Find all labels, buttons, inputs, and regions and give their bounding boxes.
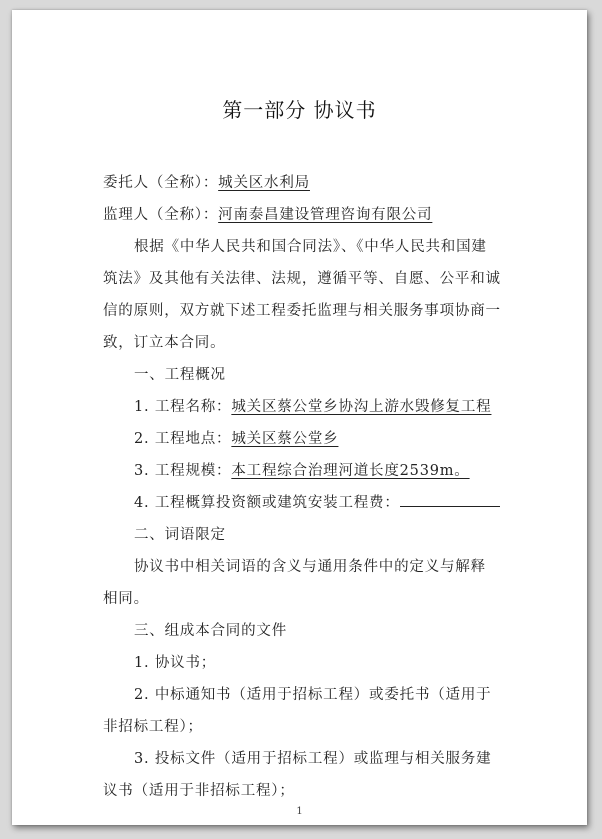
client-label: 委托人（全称）： (103, 175, 219, 191)
section3-heading: 三、组成本合同的文件 (134, 623, 287, 639)
project-cost-label: 4. 工程概算投资额或建筑安装工程费： (134, 495, 400, 511)
document-page (12, 10, 587, 825)
section2-text-2: 相同。 (103, 591, 149, 607)
supervisor-label: 监理人（全称）： (103, 207, 219, 223)
doc-item-2-line-2: 非招标工程）； (103, 719, 203, 735)
project-name-line (134, 395, 491, 416)
supervisor-line (103, 203, 432, 224)
doc-item-1: 1. 协议书； (134, 655, 217, 671)
project-name-label: 1. 工程名称： (134, 399, 232, 415)
project-cost-blank (400, 492, 500, 507)
project-location-label: 2. 工程地点： (134, 431, 232, 447)
section2-text-1: 协议书中相关词语的含义与通用条件中的定义与解释 (134, 559, 486, 575)
section2-heading: 二、词语限定 (134, 527, 226, 543)
preamble-line-1: 根据《中华人民共和国合同法》、《中华人民共和国建 (134, 239, 487, 255)
project-scale-line (134, 459, 470, 480)
doc-item-2-line-1: 2. 中标通知书（适用于招标工程）或委托书（适用于 (134, 687, 492, 703)
supervisor-value: 河南泰昌建设管理咨询有限公司 (218, 207, 433, 223)
preamble-line-3: 信的原则，双方就下述工程委托监理与相关服务事项协商一 (103, 303, 501, 319)
preamble-line-4: 致，订立本合同。 (103, 335, 226, 351)
section1-heading: 一、工程概况 (134, 367, 226, 383)
project-cost-line (134, 491, 500, 512)
project-location-value: 城关区蔡公堂乡 (231, 431, 339, 447)
preamble-line-2: 筑法》及其他有关法律、法规，遵循平等、自愿、公平和诚 (103, 271, 501, 287)
page-title: 第一部分 协议书 (222, 98, 377, 122)
doc-item-3-line-2: 议书（适用于非招标工程）； (103, 783, 295, 799)
project-scale-value: 本工程综合治理河道长度2539m。 (231, 463, 470, 479)
project-scale-label: 3. 工程规模： (134, 463, 232, 479)
client-value: 城关区水利局 (218, 175, 310, 191)
page-number: 1 (296, 806, 303, 817)
client-line (103, 171, 310, 192)
project-name-value: 城关区蔡公堂乡协沟上游水毁修复工程 (231, 399, 492, 415)
doc-item-3-line-1: 3. 投标文件（适用于招标工程）或监理与相关服务建 (134, 751, 492, 767)
project-location-line (134, 427, 338, 448)
